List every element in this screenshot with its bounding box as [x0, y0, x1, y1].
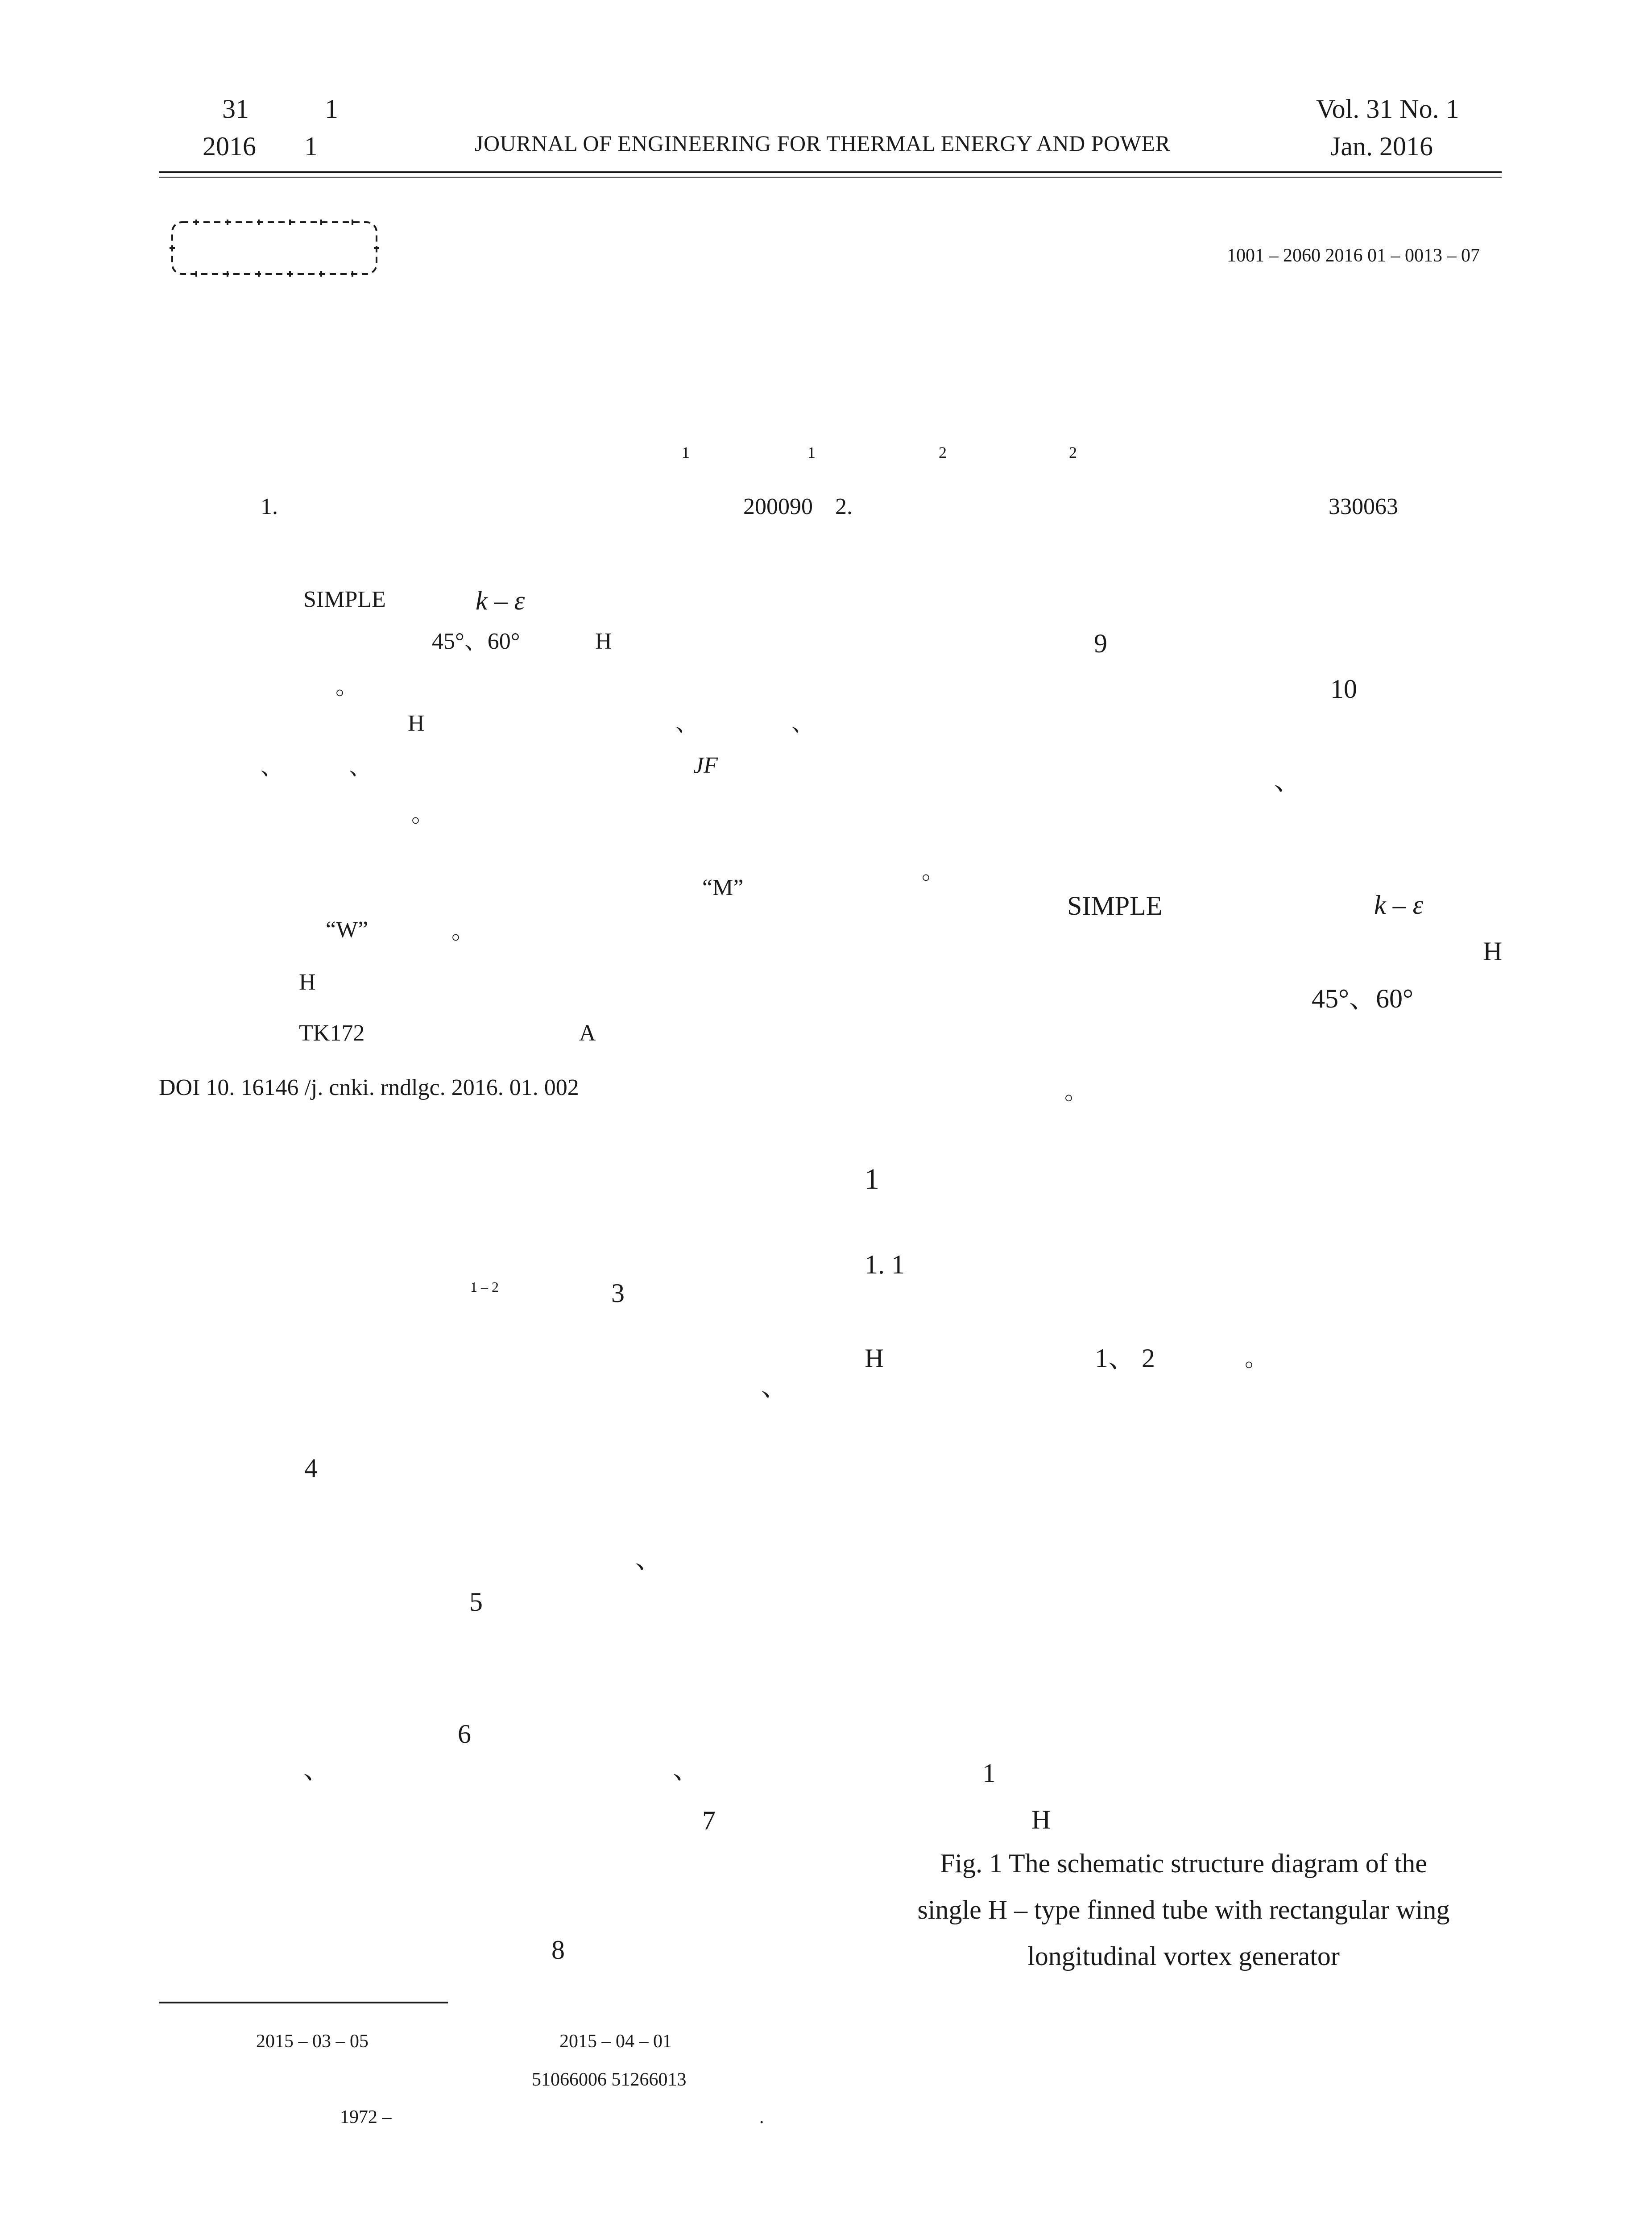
affiliation-2-postcode: 330063 — [1329, 494, 1398, 519]
author-sup-1: 1 — [682, 444, 690, 461]
abstract-period-1: 。 — [335, 674, 359, 700]
year-cn: 2016 — [203, 132, 256, 161]
ref-1-2: 1 – 2 — [470, 1279, 499, 1295]
section-1-1-heading: 1. 1 — [865, 1250, 905, 1279]
right-k-epsilon: k – ε — [1374, 890, 1424, 920]
right-comma: 、 — [1274, 766, 1301, 796]
abstract-comma-1: 、 — [675, 711, 699, 736]
abstract-h-2: H — [408, 711, 425, 736]
abstract-simple: SIMPLE — [303, 587, 386, 612]
ref-7: 7 — [702, 1806, 716, 1835]
abstract-comma-4: 、 — [349, 755, 373, 780]
right-period-3: 。 — [1245, 1346, 1268, 1372]
abstract-comma-3: 、 — [261, 755, 284, 780]
abstract-angles: 45°、60° — [432, 629, 520, 654]
date-en: Jan. 2016 — [1330, 132, 1433, 161]
right-simple: SIMPLE — [1067, 891, 1163, 921]
right-h: H — [1483, 937, 1503, 966]
volume-cn: 31 — [222, 94, 249, 124]
doi: DOI 10. 16146 /j. cnki. rndlgc. 2016. 01. 002 — [159, 1075, 579, 1100]
abstract-m-shape: “M” — [702, 875, 744, 900]
right-angles: 45°、60° — [1312, 984, 1413, 1013]
issue-cn: 1 — [325, 94, 338, 124]
volume-en: Vol. 31 No. 1 — [1316, 94, 1459, 124]
author-sup-4: 2 — [1069, 444, 1077, 461]
ref-5: 5 — [469, 1587, 483, 1617]
affiliation-2-num: 2. — [835, 494, 853, 519]
dashed-frame-icon — [170, 218, 379, 278]
abstract-comma-2: 、 — [791, 711, 815, 736]
left-comma-1: 、 — [761, 1372, 788, 1402]
keyword-h: H — [299, 970, 316, 995]
ref-6: 6 — [458, 1719, 471, 1749]
section-h: H — [865, 1344, 884, 1373]
figure-caption-line-1: Fig. 1 The schematic structure diagram of the — [940, 1849, 1427, 1878]
figure-h: H — [1031, 1805, 1051, 1834]
affiliation-1-postcode: 200090 — [743, 494, 813, 519]
received-date: 2015 – 03 – 05 — [256, 2031, 368, 2052]
section-1-heading: 1 — [865, 1163, 879, 1195]
header-rule-top — [159, 171, 1502, 173]
figure-refs: 1、 2 — [1095, 1344, 1155, 1373]
ref-8: 8 — [551, 1935, 565, 1965]
fund-numbers: 51066006 51266013 — [532, 2069, 687, 2090]
right-period-2: 。 — [1064, 1079, 1088, 1105]
ref-9: 9 — [1094, 629, 1107, 658]
clc-number: TK172 — [299, 1020, 365, 1046]
footnote-rule — [159, 2002, 448, 2003]
figure-caption-line-3: longitudinal vortex generator — [1027, 1941, 1340, 1971]
right-period-1: 。 — [922, 859, 945, 884]
abstract-period-3: 。 — [451, 919, 475, 944]
left-comma-4: 、 — [673, 1755, 700, 1784]
author-sup-3: 2 — [939, 444, 947, 461]
left-comma-3: 、 — [303, 1755, 330, 1784]
figure-number: 1 — [982, 1758, 996, 1788]
footnote-period: . — [759, 2107, 764, 2127]
ref-10: 10 — [1330, 674, 1357, 704]
label-frame — [170, 218, 379, 278]
abstract-jf: JF — [693, 753, 718, 778]
month-cn: 1 — [304, 132, 318, 161]
ref-3: 3 — [611, 1278, 625, 1308]
header-rule-bottom — [159, 177, 1502, 178]
journal-title: JOURNAL OF ENGINEERING FOR THERMAL ENERGY AND POWER — [475, 131, 1171, 156]
abstract-h-1: H — [595, 629, 612, 654]
article-number: 1001 – 2060 2016 01 – 0013 – 07 — [1227, 245, 1480, 266]
author-birth-year: 1972 – — [340, 2107, 392, 2127]
left-comma-2: 、 — [635, 1544, 662, 1574]
figure-caption-line-2: single H – type finned tube with rectangular wing — [917, 1895, 1450, 1924]
author-sup-2: 1 — [807, 444, 816, 461]
abstract-w-shape: “W” — [326, 917, 368, 942]
revised-date: 2015 – 04 – 01 — [559, 2031, 672, 2052]
document-code: A — [579, 1020, 596, 1046]
ref-4: 4 — [304, 1453, 318, 1483]
abstract-period-2: 。 — [411, 802, 435, 827]
abstract-k-epsilon: k – ε — [476, 586, 525, 615]
affiliation-1-num: 1. — [261, 494, 278, 519]
